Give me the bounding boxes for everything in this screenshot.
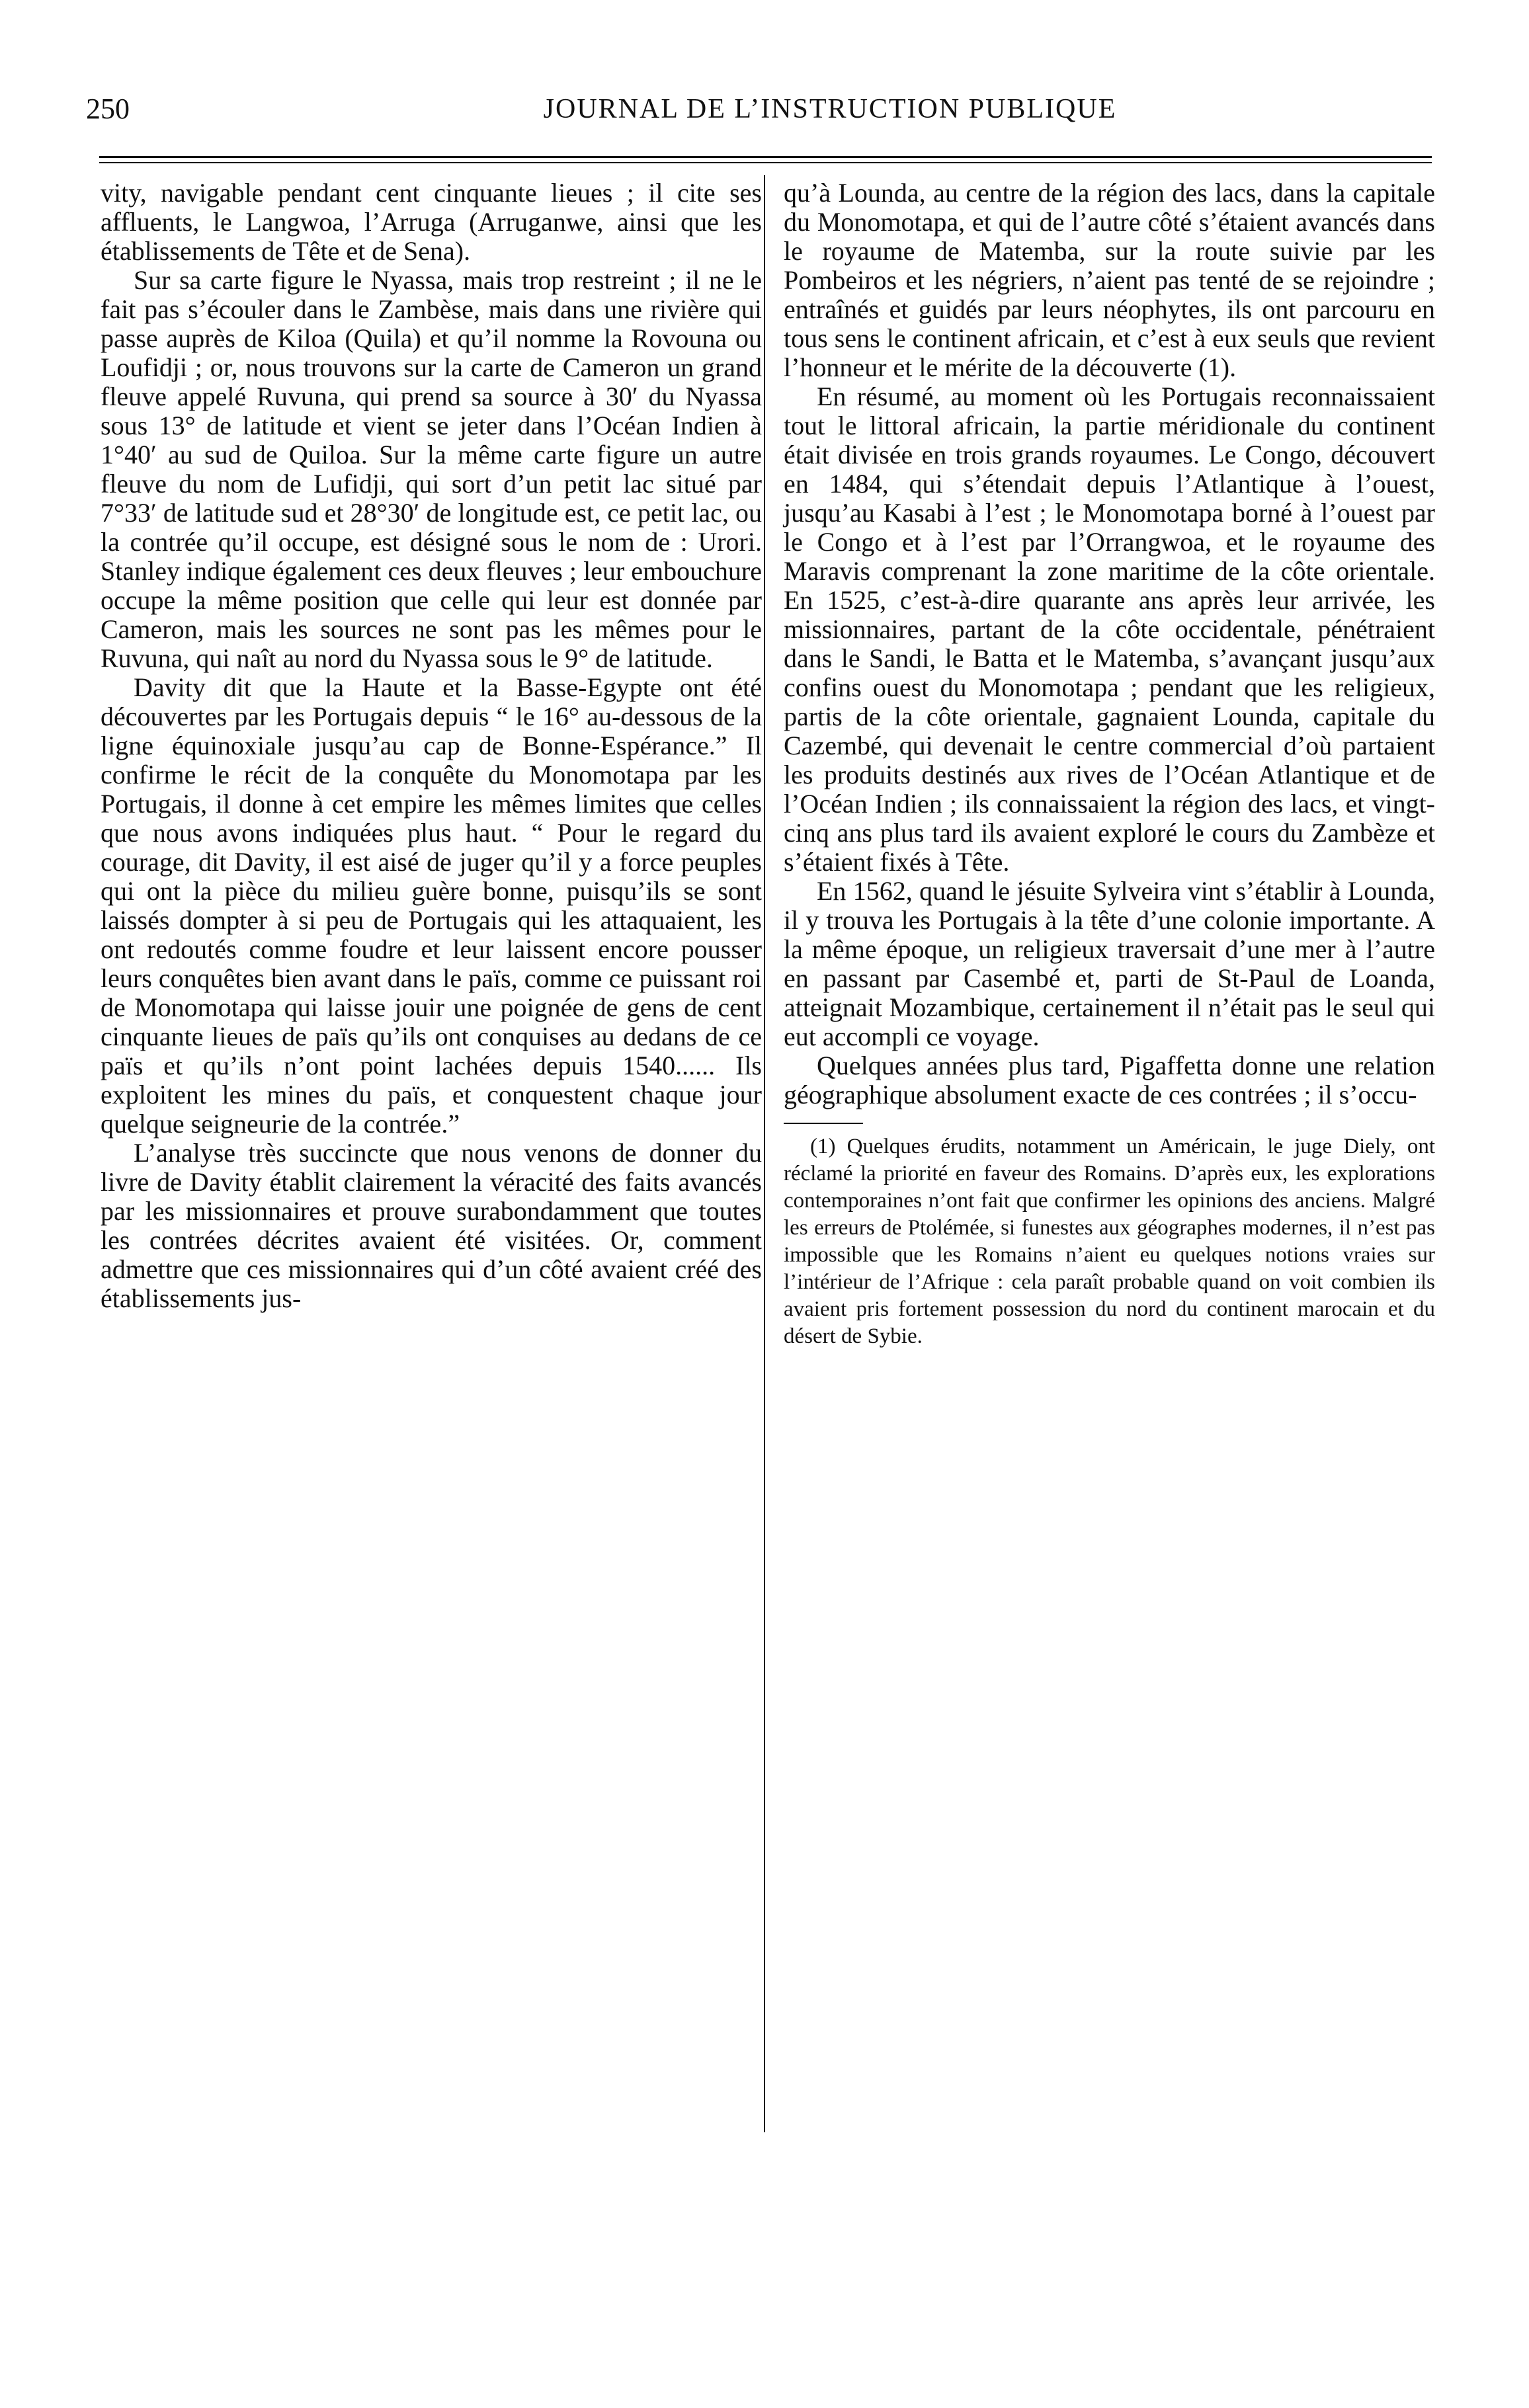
column-divider: [764, 175, 765, 2132]
page-number: 250: [86, 93, 130, 125]
left-paragraph-4: L’analyse très succincte que nous venons de donner du livre de Davity établit clairement la véracité des faits avancés par les missionnaires et prouve surabondamment que toutes les contrées décrites avaient été visitées. Or, comment admettre que ces missionnaires qui d’un côté avaient créé des établissements jus-: [101, 1138, 762, 1313]
header-rule: [99, 156, 1432, 158]
right-paragraph-4: Quelques années plus tard, Pigaffetta donne une relation géographique absolument exacte de ces contrées ; il s’occu-: [784, 1051, 1435, 1109]
footnote: [784, 1133, 1435, 1350]
left-paragraph-3: Davity dit que la Haute et la Basse-Egypte ont été découvertes par les Portugais depuis “ le 16° au-dessous de la ligne équinoxiale jusqu’au cap de Bonne-Espérance.” Il confirme le récit de la conquête du Monomotapa par les Portugais, il donne à cet empire les mêmes limites que celles que nous avons indiquées plus haut. “ Pour le regard du courage, dit Davity, il est aisé de juger qu’il y a force peuples qui ont la pièce du milieu guère bonne, puisqu’ils se sont laissés dompter à si peu de Portugais qui les attaquaient, les ont redoutés comme foudre et leur laissent encore pousser leurs conquêtes bien avant dans le païs, comme ce puissant roi de Monomotapa qui laisse jouir une poignée de gens de cent cinquante lieues de païs qu’ils ont conquises au dedans de ce païs et qu’ils n’ont point lachées depuis 1540...... Ils exploitent les mines du païs, et conquestent chaque jour quelque seigneurie de la contrée.”: [101, 672, 762, 1139]
left-paragraph-2: Sur sa carte figure le Nyassa, mais trop restreint ; il ne le fait pas s’écouler dans le Zambèse, mais dans une rivière qui passe auprès de Kiloa (Quila) et qu’il nomme la Rovouna ou Loufidji ; or, nous trouvons sur la carte de Cameron un grand fleuve appelé Ruvuna, qui prend sa source à 30′ du Nyassa sous 13° de latitude et vient se jeter dans l’Océan Indien à 1°40′ au sud de Quiloa. Sur la même carte figure un autre fleuve du nom de Lufidji, qui sort d’un petit lac situé par 7°33′ de latitude sud et 28°30′ de longitude est, ce petit lac, ou la contrée qu’il occupe, est désigné sous le nom de : Urori. Stanley indique également ces deux fleuves ; leur embouchure occupe la même position que celle qui leur est donnée par Cameron, mais les sources ne sont pas les mêmes pour le Ruvuna, qui naît au nord du Nyassa sous le 9° de latitude.: [101, 265, 762, 673]
right-paragraph-3: En 1562, quand le jésuite Sylveira vint s’établir à Lounda, il y trouva les Portugais à la tête d’une colonie importante. A la même époque, un religieux traversait d’une mer à l’autre en passant par Casembé et, parti de St-Paul de Loanda, atteignait Mozambique, certainement il n’était pas le seul qui eut accompli ce voyage.: [784, 876, 1435, 1051]
right-paragraph-2: En résumé, au moment où les Portugais reconnaissaient tout le littoral africain, la partie méridionale du continent était divisée en trois grands royaumes. Le Congo, découvert en 1484, qui s’étendait depuis l’Atlantique à l’ouest, jusqu’au Kasabi à l’est ; le Monomotapa borné à l’ouest par le Congo et à l’est par l’Orrangwoa, et le royaume des Maravis comprenant la zone maritime de la côte orientale. En 1525, c’est-à-dire quarante ans après leur arrivée, les missionnaires, partant de la côte occidentale, pénétraient dans le Sandi, le Batta et le Matemba, s’avançant jusqu’aux confins ouest du Monomotapa ; pendant que les religieux, partis de la côte orientale, gagnaient Lounda, capitale du Cazembé, qui devenait le centre commercial d’où partaient les produits destinés aux rives de l’Océan Atlantique et de l’Océan Indien ; ils connaissaient la région des lacs, et vingt-cinq ans plus tard ils avaient exploré le cours du Zambèze et s’étaient fixés à Tête.: [784, 381, 1435, 877]
running-title: JOURNAL DE L’INSTRUCTION PUBLIQUE: [543, 94, 1117, 124]
right-column: [784, 179, 1435, 1350]
left-column: [101, 179, 762, 1313]
right-paragraph-1: qu’à Lounda, au centre de la région des lacs, dans la capitale du Monomotapa, et qui de l’autre côté s’étaient avancés dans le royaume de Matemba, sur la route suivie par les Pombeiros et les négriers, n’aient pas tenté de se rejoindre ; entraînés et guidés par leurs néophytes, ils ont parcouru en tous sens le continent africain, et c’est à eux seuls que revient l’honneur et le mérite de la découverte (1).: [784, 178, 1435, 382]
header-rule-secondary: [99, 162, 1432, 163]
left-paragraph-1: vity, navigable pendant cent cinquante lieues ; il cite ses affluents, le Langwoa, l’Arruga (Arruganwe, ainsi que les établissements de Tête et de Sena).: [101, 178, 762, 266]
footnote-rule: [784, 1123, 863, 1124]
footnote-text: (1) Quelques érudits, notamment un Américain, le juge Diely, ont réclamé la priorité en faveur des Romains. D’après eux, les explorations contemporaines n’ont fait que confirmer les opinions des anciens. Malgré les erreurs de Ptolémée, si funestes aux géographes modernes, il n’est pas impossible que les Romains n’aient eu quelques notions vraies sur l’intérieur de l’Afrique : cela paraît probable quand on voit combien ils avaient pris fortement possession du nord du continent marocain et du désert de Sybie.: [784, 1135, 1435, 1348]
page-header: [86, 86, 1442, 139]
